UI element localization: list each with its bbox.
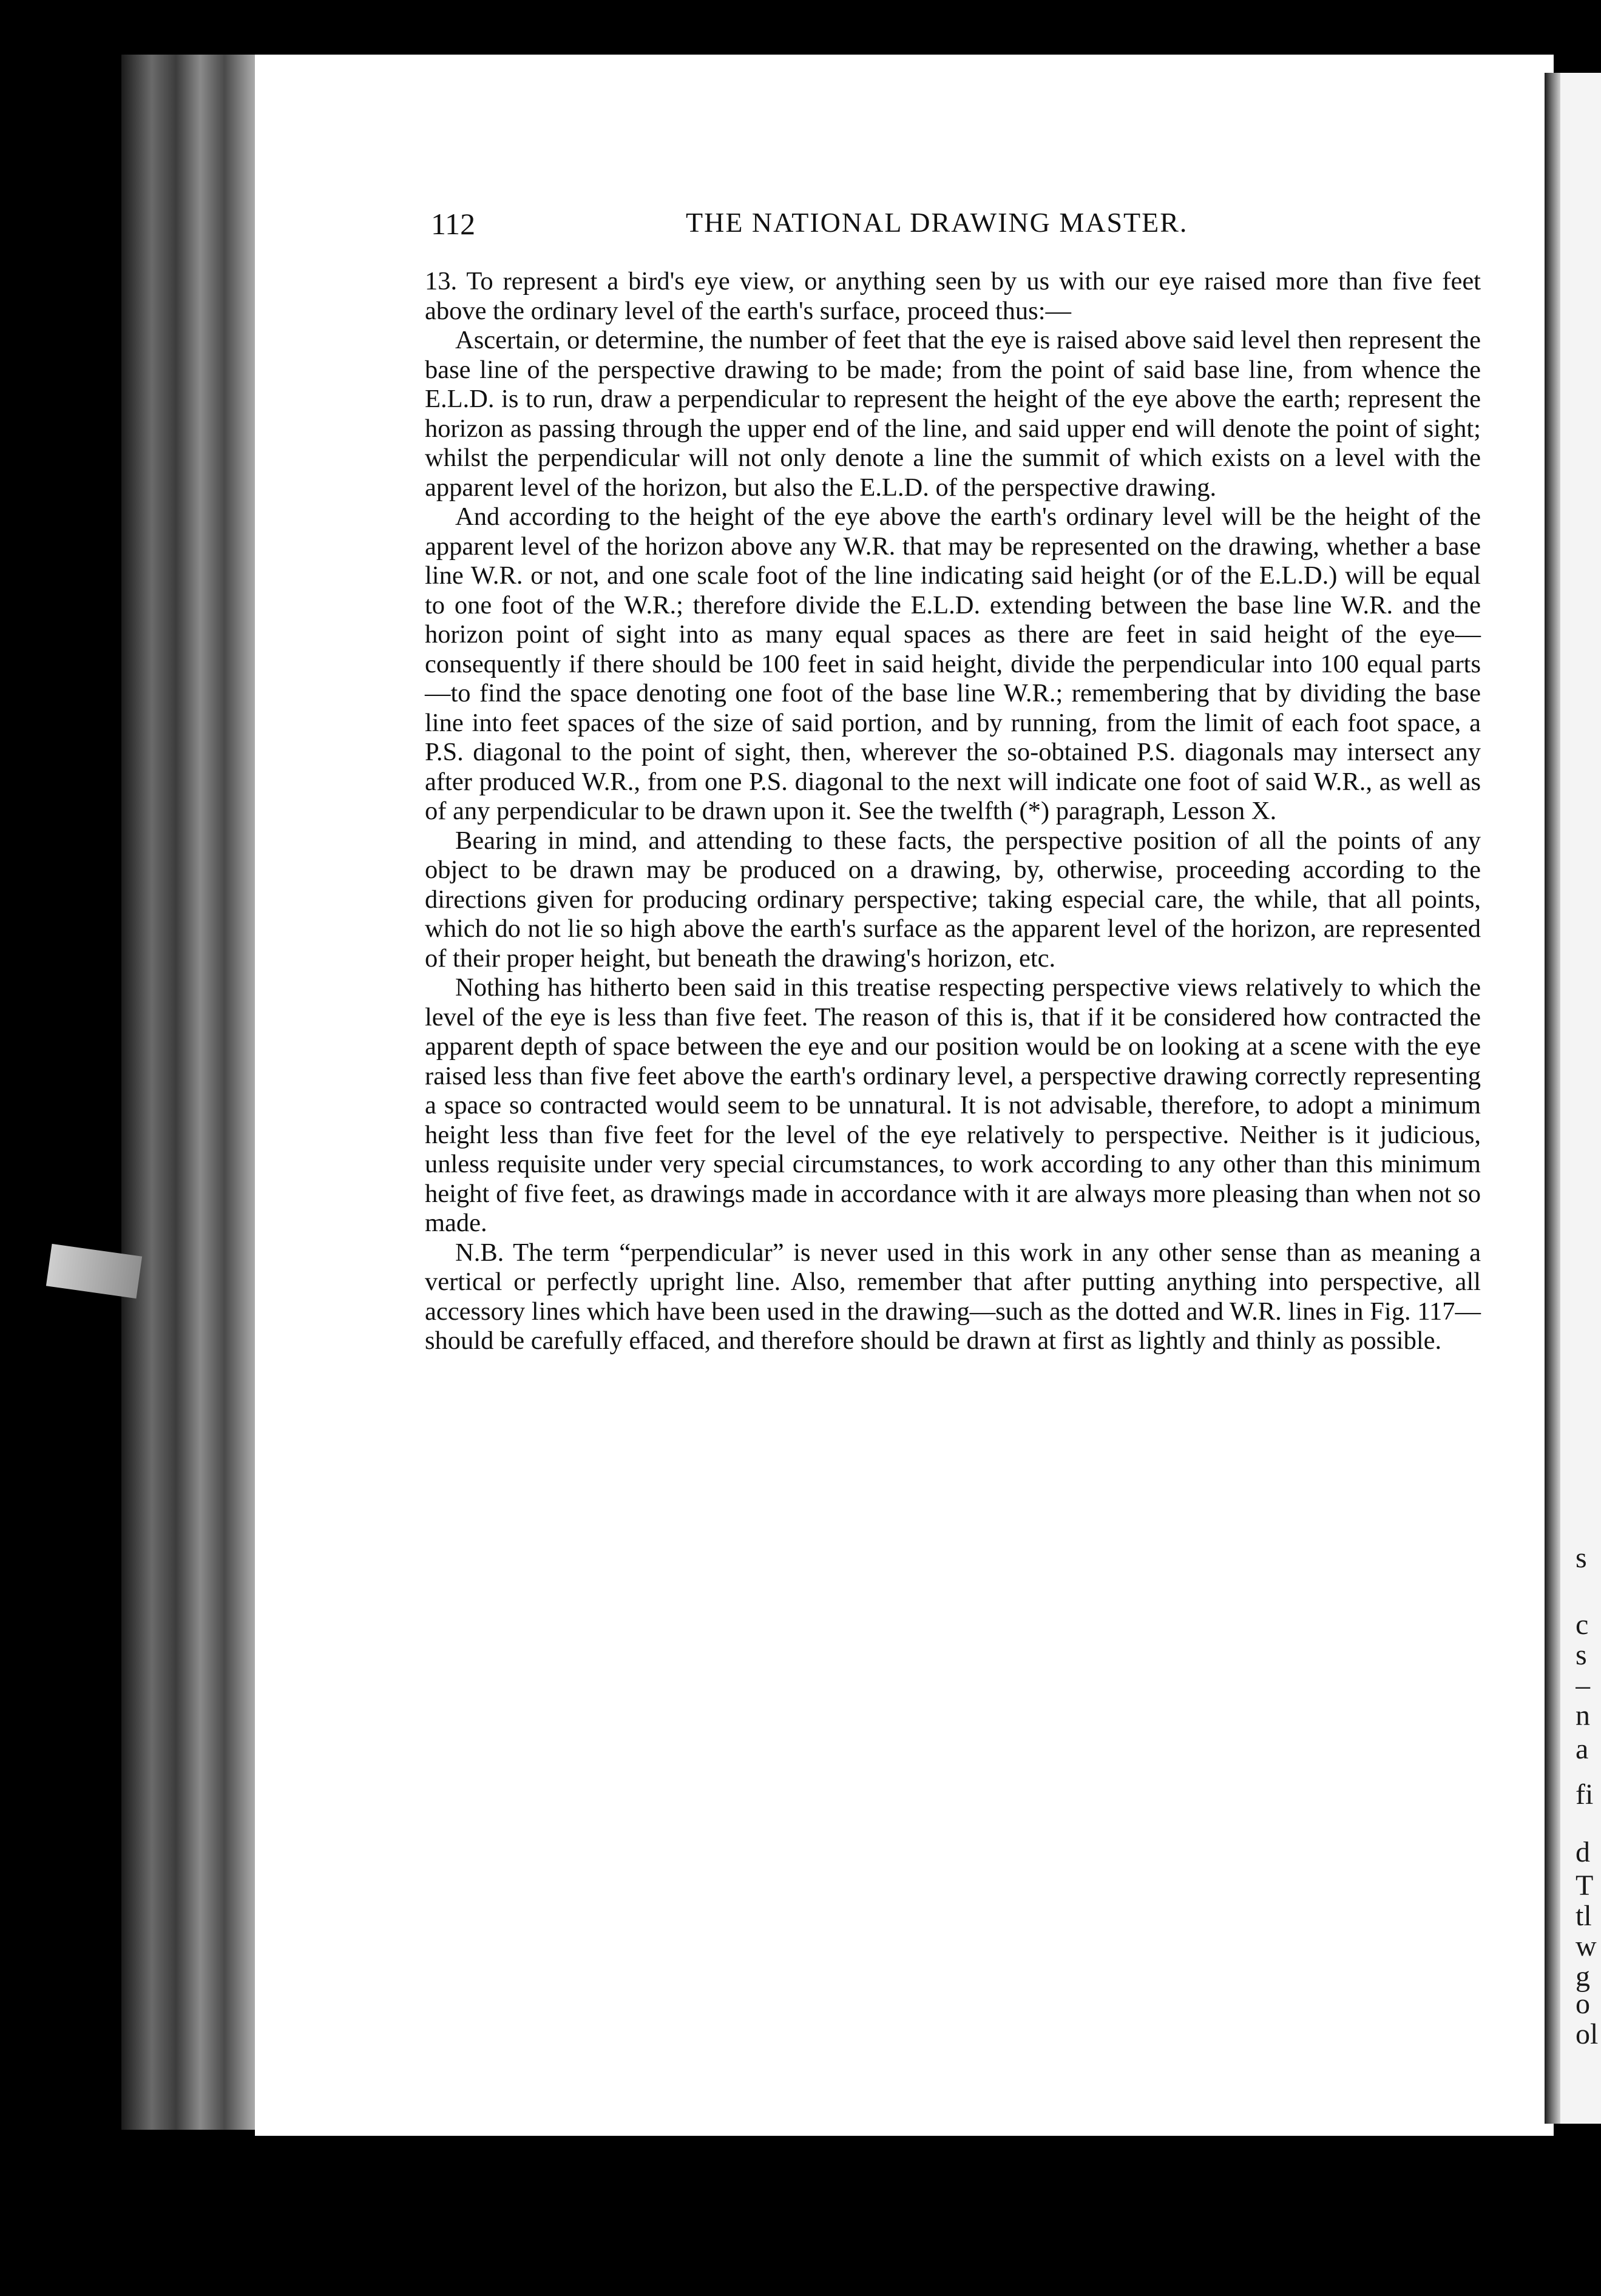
- paragraph: 13. To represent a bird's eye view, or anything seen by us with our eye raised more than five feet above the ordinary level of the earth's surface, proceed thus:—: [425, 267, 1481, 325]
- adjacent-page-fragment: s: [1576, 1639, 1587, 1671]
- adjacent-page-fragment: g: [1576, 1960, 1590, 1993]
- page-number: 112: [431, 207, 476, 241]
- adjacent-page-fragment: tl: [1576, 1900, 1592, 1932]
- adjacent-page-fragment: d: [1576, 1836, 1590, 1868]
- adjacent-page-fragment: n: [1576, 1700, 1590, 1732]
- adjacent-page-shadow: [1545, 73, 1560, 2124]
- paragraph: Bearing in mind, and attending to these facts, the perspective position of all the points of any object to be drawn may be produced on a drawing, by, otherwise, proceeding according to the directions given for producing ordinary perspective; taking especial care, the while, that all points, which do not lie so high above the earth's surface as the apparent level of the horizon, are represented of their proper height, but beneath the drawing's horizon, etc.: [425, 826, 1481, 973]
- body-text: [425, 267, 1481, 1356]
- adjacent-page-fragment: –: [1576, 1669, 1590, 1701]
- adjacent-page-fragment: fi: [1576, 1778, 1594, 1811]
- paragraph: Ascertain, or determine, the number of feet that the eye is raised above said level then represent the base line of the perspective drawing to be made; from the point of said base line, from whence the E.L.D. is to run, draw a perpendicular to represent the height of the eye above the earth; represent the horizon as passing through the upper end of the line, and said upper end will denote the point of sight; whilst the perpendicular will not only denote a line the summit of which exists on a level with the apparent level of the horizon, but also the E.L.D. of the perspective drawing.: [425, 326, 1481, 502]
- adjacent-page-fragment: T: [1576, 1869, 1594, 1902]
- adjacent-page-fragment: w: [1576, 1930, 1597, 1962]
- adjacent-page-fragment: ol: [1576, 2018, 1599, 2050]
- page-header: [431, 206, 1226, 255]
- book-binding-edge: [121, 55, 273, 2130]
- adjacent-page-fragment: o: [1576, 1988, 1590, 2020]
- paragraph: Nothing has hitherto been said in this treatise respecting perspective views relatively to which the level of the eye is less than five feet. The reason of this is, that if it be considered how contracted the apparent depth of space between the eye and our position would be on looking at a scene with the eye raised less than five feet above the earth's ordinary level, a perspective drawing correctly representing a space so contracted would seem to be unnatural. It is not advisable, therefore, to adopt a minimum height less than five feet for the level of the eye relatively to perspective. Neither is it judicious, unless requisite under very special circumstances, to work according to any other than this minimum height of five feet, as drawings made in accordance with it are always more pleasing than when not so made.: [425, 973, 1481, 1237]
- running-head: THE NATIONAL DRAWING MASTER.: [686, 207, 1188, 238]
- adjacent-page-fragment: s: [1576, 1542, 1587, 1574]
- adjacent-page-fragment: a: [1576, 1733, 1589, 1765]
- adjacent-page-fragment: c: [1576, 1609, 1589, 1641]
- paragraph: N.B. The term “perpendicular” is never used in this work in any other sense than as meaning a vertical or perfectly upright line. Also, remember that after putting anything into perspective, all accessory lines which have been used in the drawing—such as the dotted and W.R. lines in Fig. 117—should be carefully effaced, and therefore should be drawn at first as lightly and thinly as possible.: [425, 1238, 1481, 1355]
- adjacent-page-edge: [1545, 73, 1601, 2124]
- paragraph: And according to the height of the eye above the earth's ordinary level will be the height of the apparent level of the horizon above any W.R. that may be represented on the drawing, whether a base line W.R. or not, and one scale foot of the line indicating said height (or of the E.L.D.) will be equal to one foot of the W.R.; therefore divide the E.L.D. extending between the base line W.R. and the horizon point of sight into as many equal spaces as there are feet in said height of the eye—consequently if there should be 100 feet in said height, divide the perpendicular into 100 equal parts—to find the space denoting one foot of the base line W.R.; remembering that by dividing the base line into feet spaces of the size of said portion, and by running, from the limit of each foot space, a P.S. diagonal to the point of sight, then, wherever the so-obtained P.S. diagonals may intersect any after produced W.R., from one P.S. diagonal to the next will indicate one foot of said W.R., as well as of any perpendicular to be drawn upon it. See the twelfth (*) paragraph, Lesson X.: [425, 502, 1481, 825]
